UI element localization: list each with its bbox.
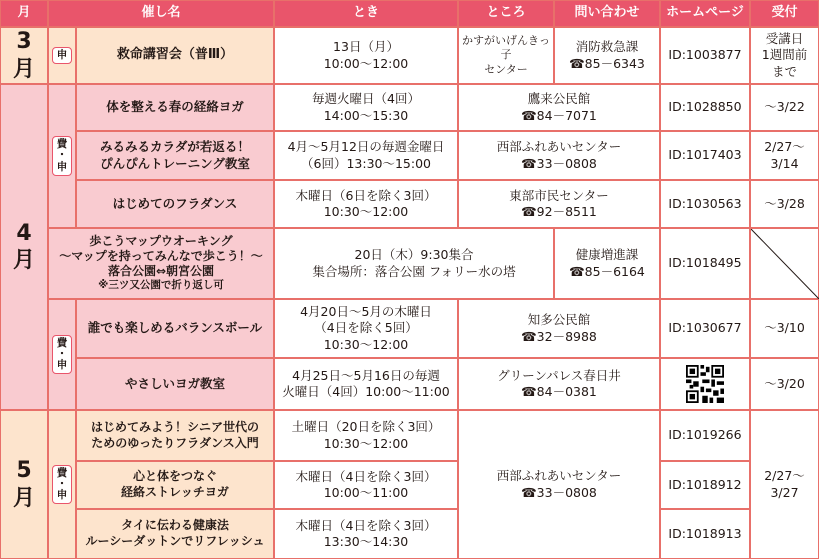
fee-apply-badge: 費 ・ 申: [52, 136, 72, 175]
header-homepage: ホームページ: [660, 0, 750, 27]
event-when: 20日（木）9:30集合 集合場所：落合公園 フォリー水の塔: [274, 228, 554, 299]
reception-period: 受講日 1週間前 まで: [750, 27, 819, 84]
event-when: 土曜日（20日を除く3回） 10:30〜12:00: [274, 410, 458, 461]
homepage-id[interactable]: ID:1018912: [660, 461, 750, 509]
event-place-shared: 西部ふれあいセンター ☎33－0808: [458, 410, 660, 559]
reception-period: 〜3/10: [750, 299, 819, 358]
homepage-id[interactable]: ID:1019266: [660, 410, 750, 461]
event-name: 心と体をつなぐ 経絡ストレッチヨガ: [76, 461, 274, 509]
event-place: 西部ふれあいセンター ☎33－0808: [458, 131, 660, 180]
event-place: 鷹来公民館 ☎84－7071: [458, 84, 660, 131]
month-may: 5 月: [0, 410, 48, 559]
event-inquiry: 健康増進課 ☎85－6164: [554, 228, 660, 299]
reception-period: 〜3/20: [750, 358, 819, 410]
event-place: グリーンパレス春日井 ☎84－0381: [458, 358, 660, 410]
homepage-id[interactable]: ID:1003877: [660, 27, 750, 84]
event-name: 歩こうマップウオーキング 〜マップを持ってみんなで歩こう！〜 落合公園⇔朝宮公園 ※三ツ又公園で折り返し可: [48, 228, 274, 299]
reception-period-shared: 2/27〜 3/27: [750, 410, 819, 559]
header-month: 月: [0, 0, 48, 27]
event-place: 東部市民センター ☎92－8511: [458, 180, 660, 228]
homepage-id[interactable]: ID:1018495: [660, 228, 750, 299]
event-name: 誰でも楽しめるバランスボール: [76, 299, 274, 358]
badge-cell-march: [48, 27, 76, 84]
fee-apply-badge: 費 ・ 申: [52, 335, 72, 374]
diagonal-slash: [751, 229, 819, 300]
event-name: はじめてみよう！シニア世代の ためのゆったりフラダンス入門: [76, 410, 274, 461]
reception-period: 〜3/28: [750, 180, 819, 228]
event-when: 4月20日〜5月の木曜日 （4日を除く5回） 10:30〜12:00: [274, 299, 458, 358]
event-inquiry: 消防救急課 ☎85－6343: [554, 27, 660, 84]
fee-apply-badge: 費 ・ 申: [52, 465, 72, 504]
homepage-id[interactable]: ID:1030563: [660, 180, 750, 228]
event-name: 体を整える春の経絡ヨガ: [76, 84, 274, 131]
event-name: はじめてのフラダンス: [76, 180, 274, 228]
badge-cell-april-2: [48, 299, 76, 410]
event-when: 4月25日〜5月16日の毎週 火曜日（4回）10:00〜11:00: [274, 358, 458, 410]
badge-cell-april-1: [48, 84, 76, 228]
event-name: やさしいヨガ教室: [76, 358, 274, 410]
event-when: 木曜日（6日を除く3回） 10:30〜12:00: [274, 180, 458, 228]
month-april: 4 月: [0, 84, 48, 410]
header-where: ところ: [458, 0, 554, 27]
reception-period: 〜3/22: [750, 84, 819, 131]
event-note: ※三ツ又公園で折り返し可: [98, 279, 224, 292]
qr-code-icon: [686, 365, 724, 403]
header-reception: 受付: [750, 0, 819, 27]
reception-none: [750, 228, 819, 299]
event-when: 木曜日（4日を除く3回） 13:30〜14:30: [274, 509, 458, 559]
event-name: 救命講習会（普Ⅲ）: [76, 27, 274, 84]
event-name: みるみるカラダが若返る！ ぴんぴんトレーニング教室: [76, 131, 274, 180]
event-when: 木曜日（4日を除く3回） 10:00〜11:00: [274, 461, 458, 509]
event-when: 13日（月） 10:00〜12:00: [274, 27, 458, 84]
homepage-id[interactable]: ID:1017403: [660, 131, 750, 180]
header-when: とき: [274, 0, 458, 27]
event-when: 毎週火曜日（4回） 14:00〜15:30: [274, 84, 458, 131]
header-inquiry: 問い合わせ: [554, 0, 660, 27]
apply-badge: 申: [52, 47, 72, 64]
homepage-id[interactable]: ID:1018913: [660, 509, 750, 559]
event-when: 4月〜5月12日の毎週金曜日 （6回）13:30〜15:00: [274, 131, 458, 180]
badge-cell-may: [48, 410, 76, 559]
reception-period: 2/27〜 3/14: [750, 131, 819, 180]
month-march: 3 月: [0, 27, 48, 84]
homepage-id[interactable]: ID:1030677: [660, 299, 750, 358]
homepage-id[interactable]: ID:1028850: [660, 84, 750, 131]
event-name: タイに伝わる健康法 ルーシーダットンでリフレッシュ: [76, 509, 274, 559]
event-place: 知多公民館 ☎32－8988: [458, 299, 660, 358]
header-event: 催し名: [48, 0, 274, 27]
homepage-qr[interactable]: [660, 358, 750, 410]
event-where: かすがいげんきっ子 センター: [458, 27, 554, 84]
